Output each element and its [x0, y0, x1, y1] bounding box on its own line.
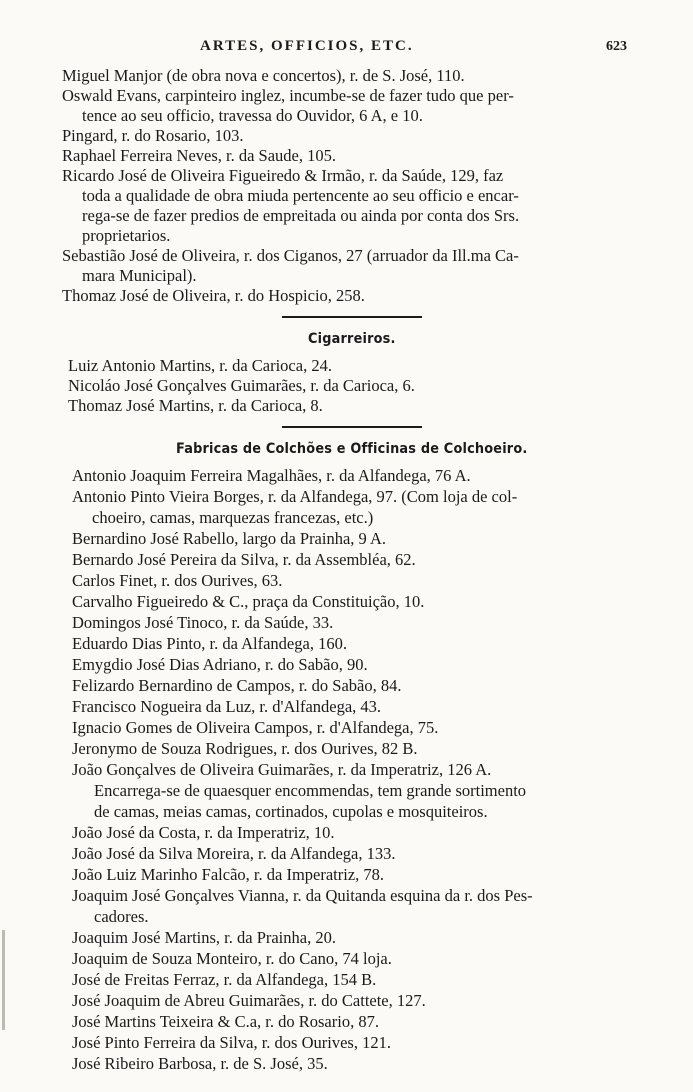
- list-item-continuation: mara Municipal).: [82, 266, 197, 285]
- list-item-continuation: rega-se de fazer predios de empreitada ou ainda por conta dos Srs.: [82, 206, 520, 225]
- list-item: Felizardo Bernardino de Campos, r. do Sabão, 84.: [72, 676, 402, 695]
- list-item: João Gonçalves de Oliveira Guimarães, r. da Imperatriz, 126 A.: [72, 760, 492, 779]
- list-item: Domingos José Tinoco, r. da Saúde, 33.: [72, 613, 334, 632]
- list-item: Thomaz José de Oliveira, r. do Hospicio, 258.: [62, 286, 365, 305]
- list-item: João José da Silva Moreira, r. da Alfandega, 133.: [72, 844, 396, 863]
- list-item: Bernardo José Pereira da Silva, r. da Assembléa, 62.: [72, 550, 416, 569]
- list-item: João Luiz Marinho Falcão, r. da Imperatriz, 78.: [72, 865, 385, 884]
- list-item: Carvalho Figueiredo & C., praça da Constituição, 10.: [72, 592, 425, 611]
- list-item: Joaquim José Martins, r. da Prainha, 20.: [72, 928, 336, 947]
- list-item: José Ribeiro Barbosa, r. de S. José, 35.: [72, 1054, 328, 1073]
- list-item: Thomaz José Martins, r. da Carioca, 8.: [68, 396, 323, 415]
- list-item: José Joaquim de Abreu Guimarães, r. do Cattete, 127.: [72, 991, 426, 1010]
- list-item: Ignacio Gomes de Oliveira Campos, r. d'Alfandega, 75.: [72, 718, 439, 737]
- list-item: Emygdio José Dias Adriano, r. do Sabão, 90.: [72, 655, 368, 674]
- list-item-continuation: toda a qualidade de obra miuda pertencente ao seu officio e encar-: [82, 186, 519, 205]
- section-title: Cigarreiros.: [308, 331, 396, 347]
- list-item: Ricardo José de Oliveira Figueiredo & Irmão, r. da Saúde, 129, faz: [62, 166, 504, 185]
- list-item: Nicoláo José Gonçalves Guimarães, r. da Carioca, 6.: [68, 376, 415, 395]
- list-item-continuation: proprietarios.: [82, 226, 171, 245]
- list-item: Eduardo Dias Pinto, r. da Alfandega, 160.: [72, 634, 347, 653]
- list-item: Oswald Evans, carpinteiro inglez, incumbe-se de fazer tudo que per-: [62, 86, 514, 105]
- list-item: Joaquim de Souza Monteiro, r. do Cano, 74 loja.: [72, 949, 392, 968]
- page-number: 623: [606, 39, 627, 54]
- running-head: ARTES, OFFICIOS, ETC.: [200, 38, 414, 54]
- list-item: Miguel Manjor (de obra nova e concertos), r. de S. José, 110.: [62, 66, 465, 85]
- margin-mark: [2, 930, 5, 1030]
- list-item: João José da Costa, r. da Imperatriz, 10.: [72, 823, 335, 842]
- section-title: Fabricas de Colchões e Officinas de Colchoeiro.: [176, 441, 528, 457]
- list-item: Carlos Finet, r. dos Ourives, 63.: [72, 571, 283, 590]
- list-item-continuation: tence ao seu officio, travessa do Ouvidor, 6 A, e 10.: [82, 106, 423, 125]
- list-item-continuation: Encarrega-se de quaesquer encommendas, tem grande sortimento: [94, 781, 527, 800]
- list-item: Pingard, r. do Rosario, 103.: [62, 126, 244, 145]
- list-item-continuation: choeiro, camas, marquezas francezas, etc.): [92, 508, 374, 527]
- list-item-continuation: cadores.: [94, 907, 149, 926]
- page-header: [0, 38, 693, 62]
- list-item: Bernardino José Rabello, largo da Prainha, 9 A.: [72, 529, 387, 548]
- list-item: Antonio Pinto Vieira Borges, r. da Alfandega, 97. (Com loja de col-: [72, 487, 518, 506]
- list-item: José de Freitas Ferraz, r. da Alfandega, 154 B.: [72, 970, 377, 989]
- list-item: Sebastião José de Oliveira, r. dos Ciganos, 27 (arruador da Ill.ma Ca-: [62, 246, 519, 265]
- list-item: Antonio Joaquim Ferreira Magalhães, r. da Alfandega, 76 A.: [72, 466, 471, 485]
- list-item: Francisco Nogueira da Luz, r. d'Alfandega, 43.: [72, 697, 382, 716]
- list-item: Raphael Ferreira Neves, r. da Saude, 105.: [62, 146, 336, 165]
- section-divider: [282, 426, 422, 428]
- list-item-continuation: de camas, meias camas, cortinados, cupolas e mosquiteiros.: [94, 802, 488, 821]
- list-item: Jeronymo de Souza Rodrigues, r. dos Ourives, 82 B.: [72, 739, 418, 758]
- section-divider: [282, 316, 422, 318]
- list-item: Joaquim José Gonçalves Vianna, r. da Quitanda esquina da r. dos Pes-: [72, 886, 533, 905]
- list-item: José Pinto Ferreira da Silva, r. dos Ourives, 121.: [72, 1033, 391, 1052]
- list-item: José Martins Teixeira & C.a, r. do Rosario, 87.: [72, 1012, 379, 1031]
- list-item: Luiz Antonio Martins, r. da Carioca, 24.: [68, 356, 332, 375]
